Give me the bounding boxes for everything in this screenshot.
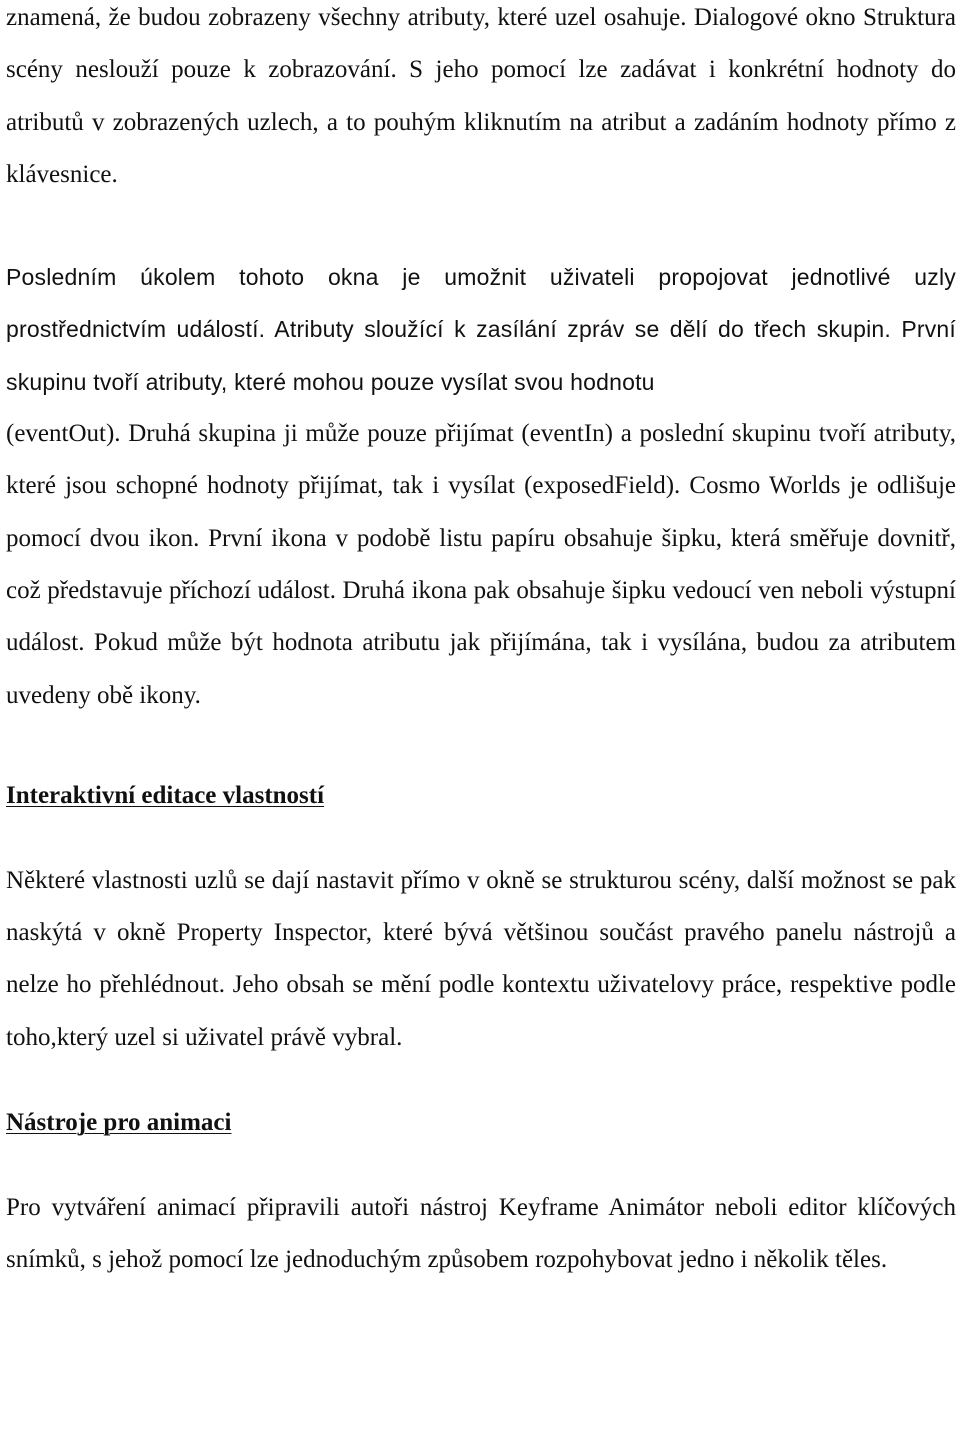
heading-gap	[6, 1149, 956, 1182]
paragraph-scene-structure: znamená, že budou zobrazeny všechny atributy, které uzel osahuje. Dialogové okno Struktura scény neslouží pouze k zobrazování. S jeho pomocí lze zadávat i konkrétní hodnoty do atributů v zobrazených uzlech, a to pouhým kliknutím na atribut a zadáním hodnoty přímo z klávesnice.	[6, 4, 956, 188]
section-gap	[6, 1064, 956, 1097]
heading-gap	[6, 822, 956, 855]
paragraph-keyframe-animator: Pro vytváření animací připravili autoři nástroj Keyframe Animátor neboli editor klíčových snímků, s jehož pomocí lze jednoduchým způsobem rozpohybovat jedno i několik těles.	[6, 1194, 956, 1274]
section-heading-interactive-editing: Interaktivní editace vlastností	[6, 781, 325, 809]
paragraph-gap	[6, 201, 956, 251]
paragraph-property-inspector: Některé vlastnosti uzlů se dají nastavit přímo v okně se strukturou scény, další možnost se pak naskýtá v okně Property Inspector, které bývá většinou součást pravého panelu nástrojů a nelze ho přehlédnout. Jeho obsah se mění podle kontextu uživatelovy práce, respektive podle toho,který uzel si uživatel právě vybral.	[6, 866, 956, 1051]
document-page	[6, 0, 956, 1287]
paragraph-events-intro: Posledním úkolem tohoto okna je umožnit uživateli propojovat jednotlivé uzly prostřednictvím událostí. Atributy sloužící k zasílání zpráv se dělí do třech skupin. První skupinu tvoří atributy, které mohou pouze vysílat svou hodnotu	[6, 264, 956, 395]
section-gap	[6, 722, 956, 770]
paragraph-events-groups: (eventOut). Druhá skupina ji může pouze přijímat (eventIn) a poslední skupinu tvoří atributy, které jsou schopné hodnoty přijímat, tak i vysílat (exposedField). Cosmo Worlds je odlišuje pomocí dvou ikon. První ikona v podobě listu papíru obsahuje šipku, která směřuje dovnitř, což představuje příchozí událost. Druhá ikona pak obsahuje šipku vedoucí ven neboli výstupní událost. Pokud může být hodnota atributu jak přijímána, tak i vysílána, budou za atributem uvedeny obě ikony.	[6, 420, 956, 709]
section-heading-animation-tools: Nástroje pro animaci	[6, 1109, 232, 1137]
